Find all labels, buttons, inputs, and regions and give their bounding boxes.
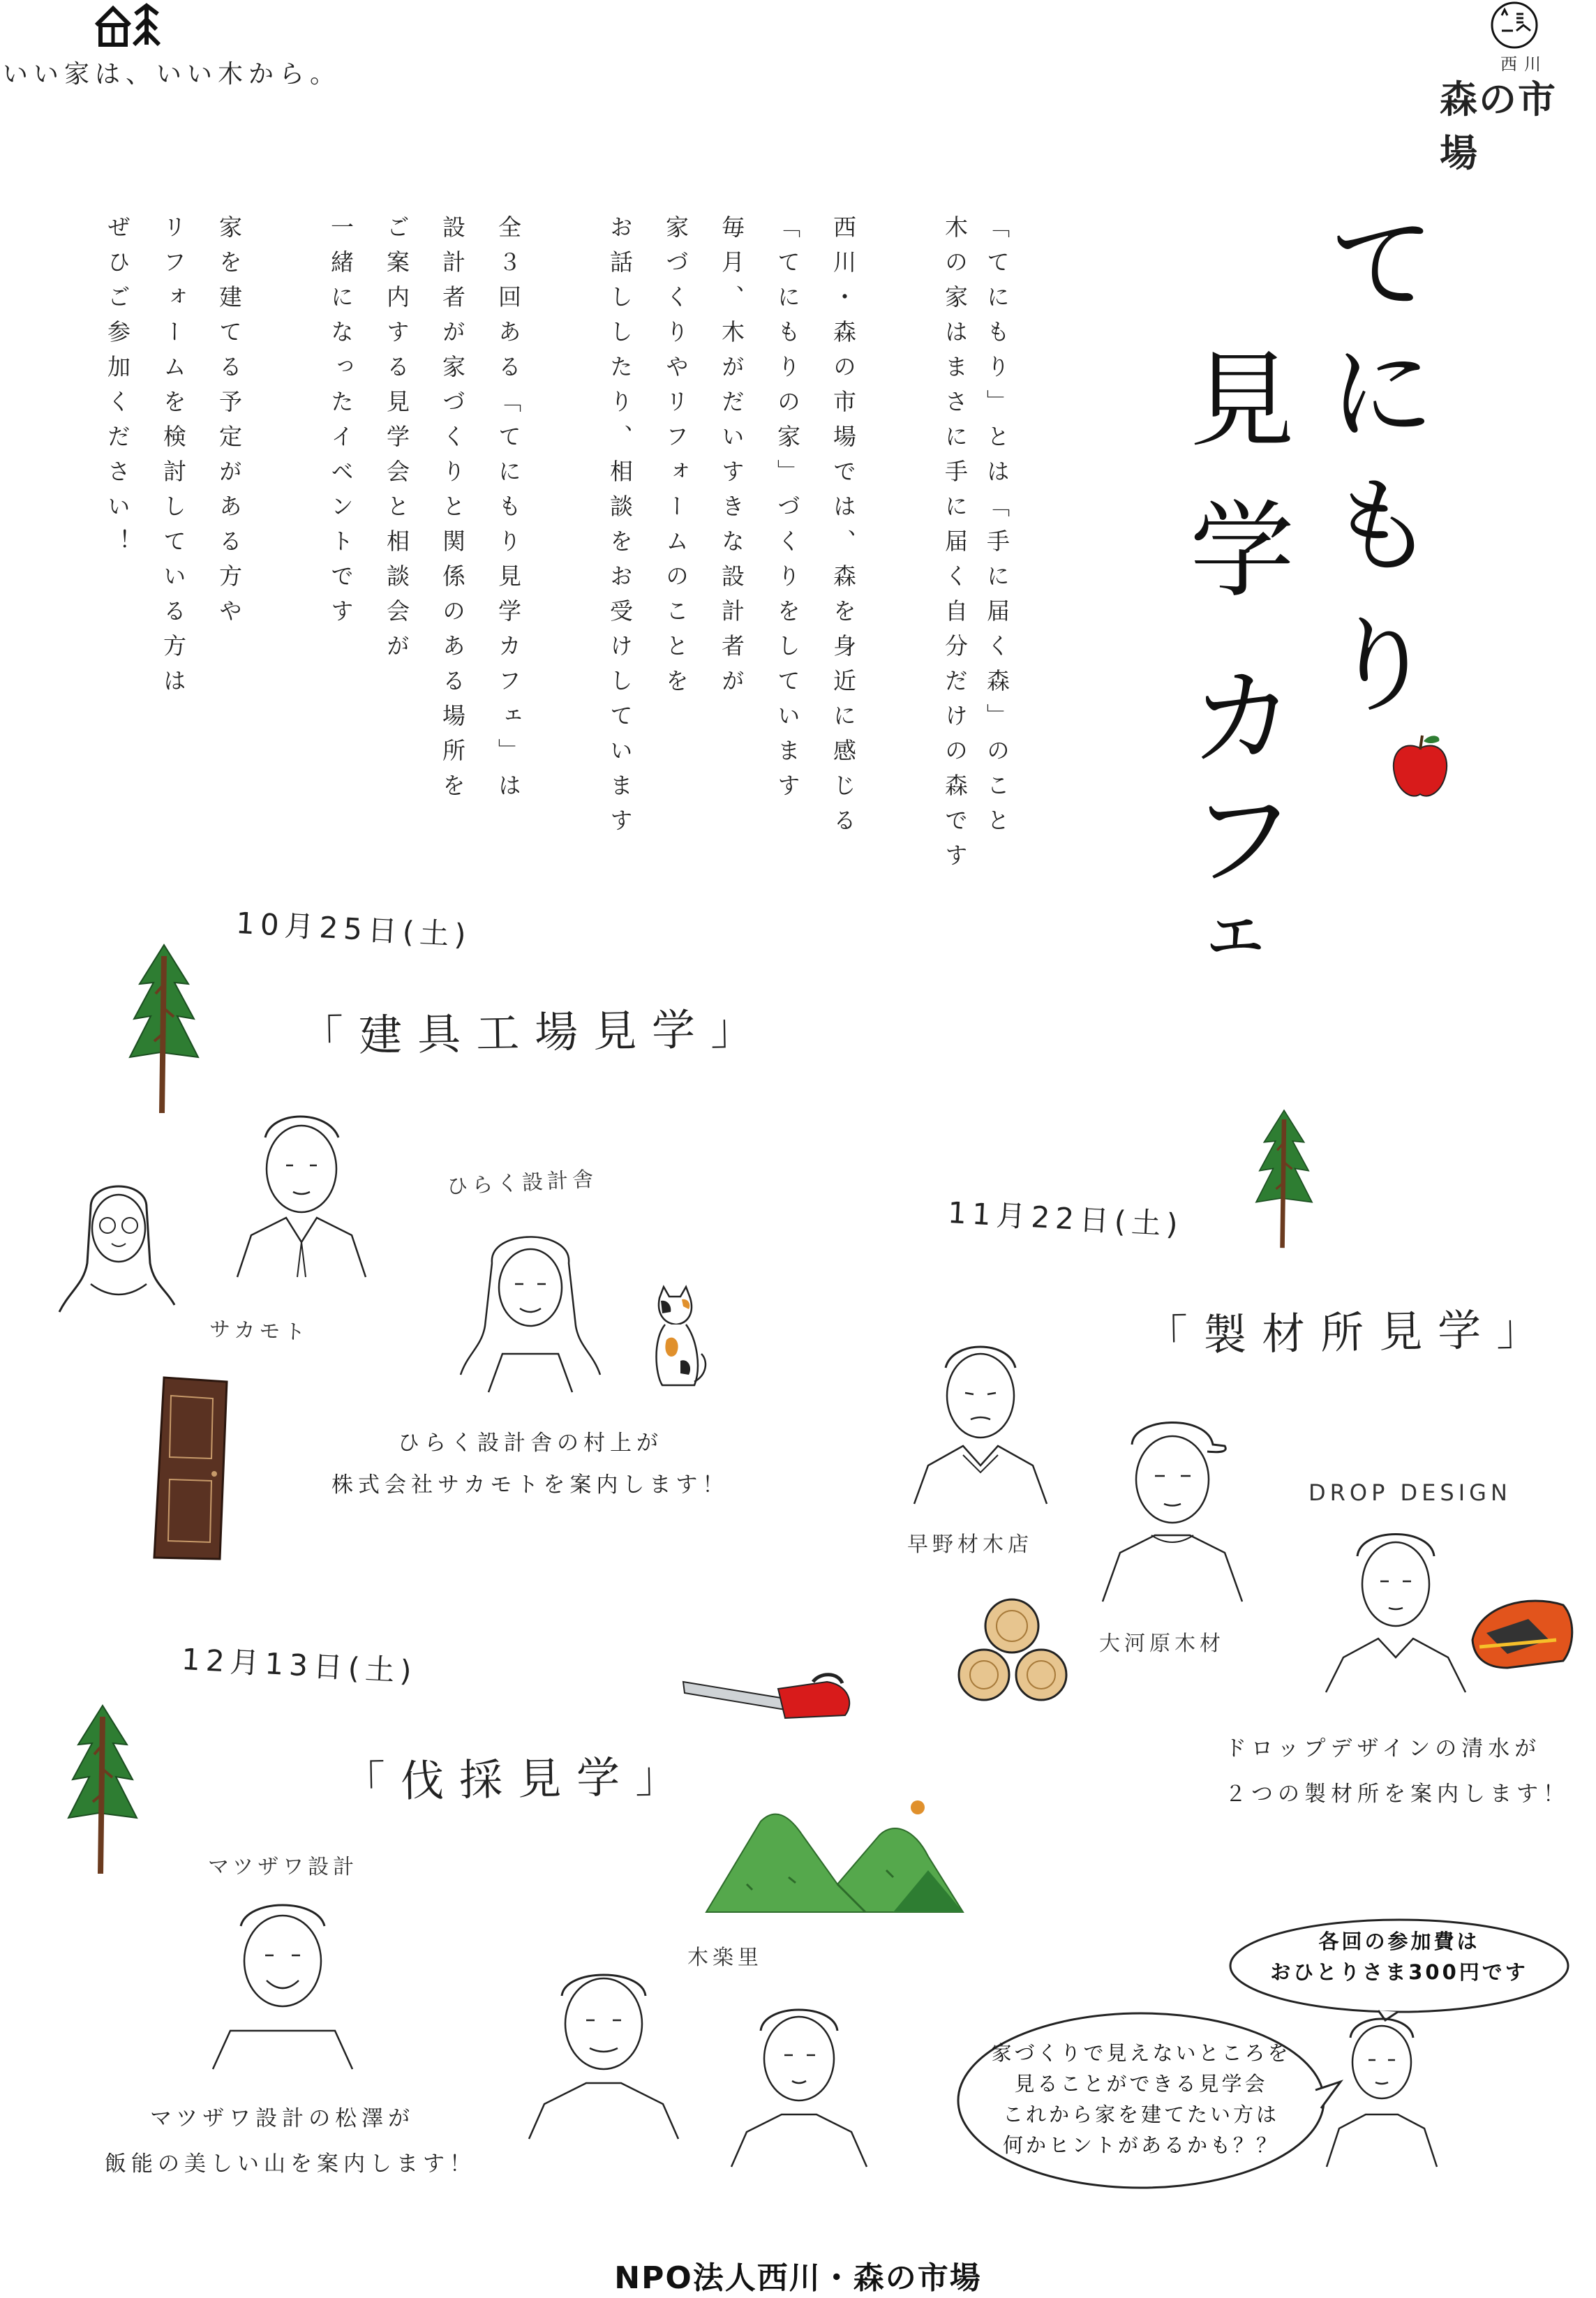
intro-line: ぜひご参加ください！	[104, 215, 131, 564]
person-sketch-man-matsuzawa	[202, 1891, 363, 2073]
event-date: 10月25日(土)	[235, 905, 472, 953]
person-label: サカモト	[209, 1317, 310, 1345]
header-right-logo	[1434, 0, 1588, 175]
event-name: 「伐採見学」	[341, 1750, 694, 1808]
speech-line: これから家を建てたい方は	[1002, 2103, 1279, 2126]
intro-line: 「てにもりの家」づくりをしています	[774, 215, 801, 808]
door-icon	[150, 1375, 234, 1563]
person-label: 早野材木店	[907, 1532, 1033, 1557]
person-sketch-man-kirakuri-1	[523, 1954, 684, 2142]
event-name: 「建具工場見学」	[299, 1003, 770, 1062]
title-char: カ	[1190, 658, 1295, 779]
house-logo-icon	[91, 4, 167, 47]
pine-tree-icon	[64, 1703, 141, 1877]
chainsaw-icon	[680, 1668, 862, 1738]
event-date: 11月22日(土)	[947, 1195, 1184, 1242]
title-char: り	[1329, 606, 1435, 727]
speech-line: 何かヒントがあるかも？？	[1002, 2133, 1279, 2157]
person-sketch-older-man	[904, 1326, 1057, 1507]
event-caption: ドロップデザインの清水が	[1225, 1736, 1542, 1761]
event-caption: マツザワ設計の松澤が	[150, 2106, 415, 2131]
apple-icon	[1389, 733, 1452, 803]
event-caption: ひらく設計舎の村上が	[398, 1431, 663, 1456]
intro-line: 全３回ある「てにもり見学カフェ」は	[495, 215, 522, 808]
intro-line: リフォームを検討している方は	[160, 215, 187, 703]
intro-line: 設計者が家づくりと関係のある場所を	[439, 215, 466, 808]
intro-line: 「てにもり」とは「手に届く森」のこと	[983, 215, 1010, 843]
title-char: も	[1329, 466, 1435, 588]
person-label: マツザワ設計	[208, 1855, 359, 1879]
title-char: 学	[1190, 491, 1295, 612]
person-sketch-man-droopdesign	[1319, 1514, 1472, 1696]
intro-line: 木の家はまさに手に届く自分だけの森です	[941, 215, 969, 878]
logo-title: 森の市場	[1440, 77, 1557, 175]
intro-line: 一緒になったイベントです	[327, 215, 355, 634]
pine-tree-icon	[1253, 1099, 1315, 1260]
intro-line: お話ししたり、相談をお受けしています	[606, 215, 634, 843]
fee-bubble	[1239, 1926, 1560, 1987]
title-char: ェ	[1197, 883, 1274, 973]
log-slices-icon	[956, 1591, 1075, 1710]
intro-line: 家を建てる予定がある方や	[216, 215, 243, 634]
header-left-logo	[91, 4, 167, 47]
person-label: 木楽里	[687, 1946, 763, 1970]
event-caption: ２つの製材所を案内します！	[1225, 1782, 1569, 1807]
mountains-icon	[705, 1793, 963, 1919]
person-sketch-man-cap	[1096, 1403, 1249, 1605]
person-sketch-man-suit	[223, 1103, 377, 1284]
fee-line: おひとりさま300円です	[1270, 1960, 1528, 1984]
intro-line: 西川・森の市場では、森を身近に感じる	[830, 215, 857, 843]
intro-line: 家づくりやリフォームのことを	[662, 215, 689, 703]
title-char: 見	[1190, 341, 1295, 462]
fee-line: 各回の参加費は	[1318, 1930, 1480, 1953]
person-sketch-speaker	[1322, 2003, 1441, 2170]
speech-line: 見ることができる見学会	[1014, 2072, 1268, 2096]
event-name: 「製材所見学」	[1144, 1303, 1556, 1362]
footer-org-name: NPO法人西川・森の市場	[614, 2260, 982, 2296]
title-char: フ	[1190, 780, 1295, 902]
title-char: て	[1329, 204, 1435, 326]
event-date: 12月13日(土)	[181, 1641, 418, 1689]
event-caption: 株式会社サカモトを案内します！	[331, 1472, 729, 1498]
header-tagline: いい家は、いい木から。	[3, 60, 341, 89]
logo-subtitle: 西川	[1500, 54, 1548, 74]
intro-line: 毎月、木がだいすきな設計者が	[718, 215, 745, 703]
person-label: 大河原木材	[1099, 1632, 1225, 1656]
pine-tree-icon	[126, 942, 202, 1117]
cat-icon	[646, 1284, 708, 1389]
event-caption: 飯能の美しい山を案内します！	[105, 2151, 476, 2177]
person-label: DROP DESIGN	[1308, 1479, 1512, 1506]
person-sketch-woman-long-hair	[454, 1214, 607, 1396]
title-char: に	[1329, 334, 1435, 455]
helmet-icon	[1466, 1591, 1577, 1682]
speech-bubble	[974, 2038, 1308, 2161]
person-sketch-man-kirakuri-2	[726, 1989, 872, 2170]
person-sketch-woman-glasses	[49, 1165, 188, 1333]
intro-line: ご案内する見学会と相談会が	[383, 215, 410, 669]
person-label: ひらく設計舎	[446, 1167, 598, 1200]
speech-line: 家づくりで見えないところを	[991, 2041, 1291, 2065]
